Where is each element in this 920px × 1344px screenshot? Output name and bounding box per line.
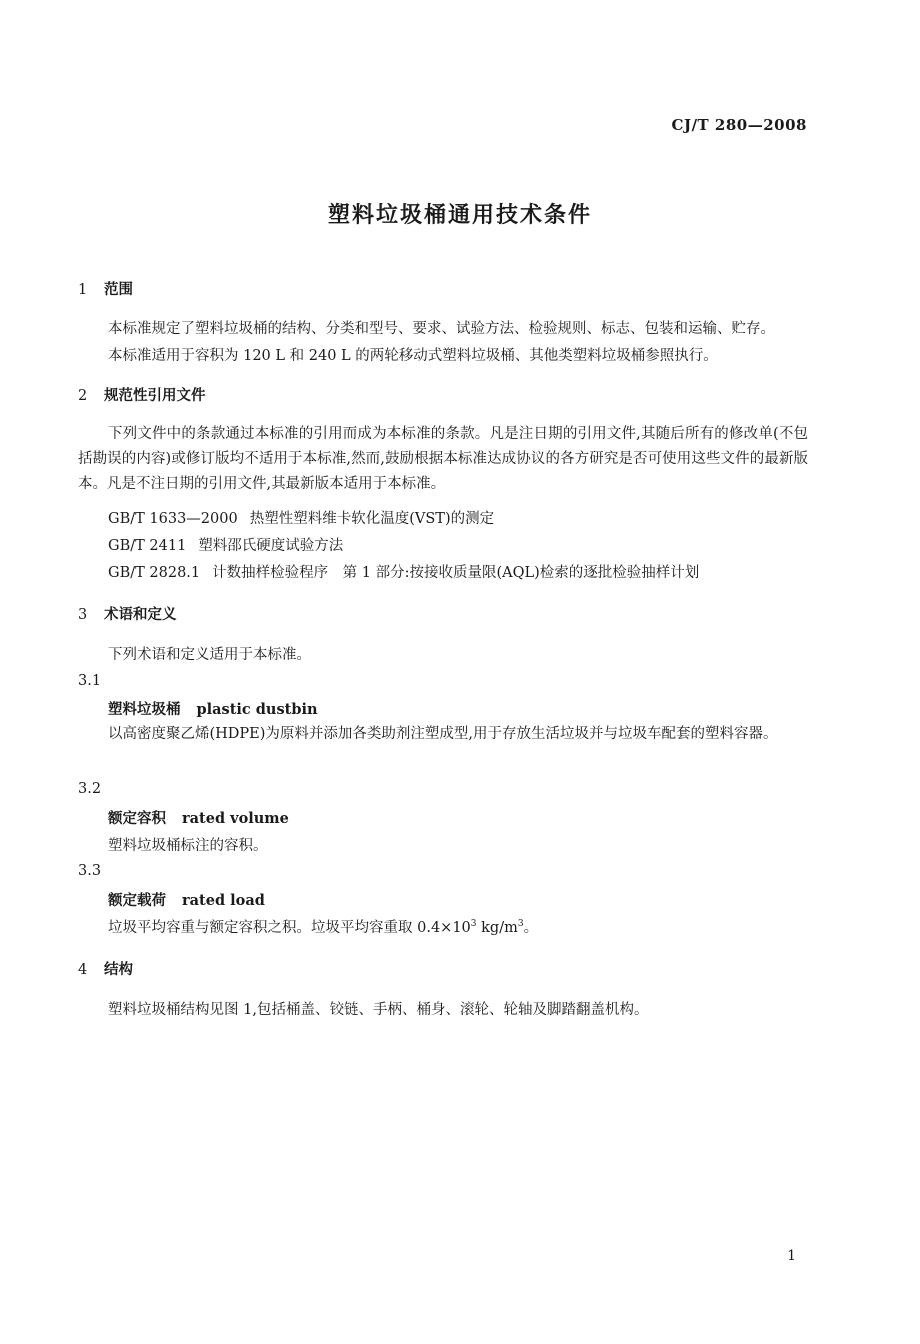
term-definition: 塑料垃圾桶标注的容积。 — [108, 838, 268, 854]
reference-title: 计数抽样检验程序 第 1 部分:按接收质量限(AQL)检索的逐批检验抽样计划 — [212, 565, 700, 581]
document-title: 塑料垃圾桶通用技术条件 — [327, 202, 592, 228]
paragraph: 本标准适用于容积为 120 L 和 240 L 的两轮移动式塑料垃圾桶、其他类塑料垃圾桶参照执行。 — [108, 348, 718, 364]
reference-title: 热塑性塑料维卡软化温度(VST)的测定 — [249, 511, 495, 527]
section-number: 1 — [78, 282, 88, 298]
section-title: 规范性引用文件 — [104, 387, 206, 404]
paragraph: 下列术语和定义适用于本标准。 — [108, 647, 311, 663]
standard-number: CJ/T 280—2008 — [671, 116, 807, 134]
subsection-number: 3.1 — [78, 673, 102, 689]
section-title: 结构 — [104, 961, 133, 978]
term-definition: 以高密度聚乙烯(HDPE)为原料并添加各类助剂注塑成型,用于存放生活垃圾并与垃圾车配套的塑料容器。 — [108, 726, 778, 742]
definition-text: kg/m — [476, 920, 518, 936]
term-zh: 额定容积 — [108, 810, 166, 827]
term-entry — [108, 698, 318, 719]
term-zh: 额定载荷 — [108, 892, 166, 909]
term-en: rated load — [182, 892, 265, 909]
reference-item — [108, 561, 699, 582]
paragraph: 本标准规定了塑料垃圾桶的结构、分类和型号、要求、试验方法、检验规则、标志、包装和运输、贮存。 — [108, 321, 775, 337]
section-2-heading — [78, 384, 206, 405]
subsection-number: 3.2 — [78, 781, 102, 797]
section-4-heading — [78, 958, 133, 979]
section-3-heading — [78, 603, 177, 624]
term-entry — [108, 807, 289, 828]
section-number: 3 — [78, 607, 88, 623]
term-en: rated volume — [182, 810, 289, 827]
subsection-number: 3.3 — [78, 863, 102, 879]
reference-item — [108, 507, 494, 528]
section-title: 术语和定义 — [104, 606, 177, 623]
section-title: 范围 — [104, 281, 133, 298]
reference-title: 塑料邵氏硬度试验方法 — [198, 538, 344, 554]
definition-text: 。 — [523, 920, 539, 936]
term-entry — [108, 889, 265, 910]
superscript: 3 — [470, 919, 477, 930]
reference-code: GB/T 2828.1 — [108, 565, 201, 581]
section-number: 4 — [78, 962, 88, 978]
term-zh: 塑料垃圾桶 — [108, 701, 181, 718]
term-definition — [108, 916, 538, 937]
paragraph: 塑料垃圾桶结构见图 1,包括桶盖、铰链、手柄、桶身、滚轮、轮轴及脚踏翻盖机构。 — [108, 1002, 649, 1018]
paragraph: 下列文件中的条款通过本标准的引用而成为本标准的条款。凡是注日期的引用文件,其随后所有的修改单(不包括勘误的内容)或修订版均不适用于本标准,然而,鼓励根据本标准达成协议的各方研究是否可使用这些文件的最新版本。凡是不注日期的引用文件,其最新版本适用于本标准。 — [78, 426, 808, 492]
term-en: plastic dustbin — [196, 701, 318, 718]
reference-code: GB/T 1633—2000 — [108, 511, 238, 527]
reference-code: GB/T 2411 — [108, 538, 187, 554]
section-1-heading — [78, 278, 133, 299]
page-number: 1 — [787, 1248, 796, 1264]
definition-text: 垃圾平均容重与额定容积之积。垃圾平均容重取 0.4×10 — [108, 920, 471, 936]
section-number: 2 — [78, 388, 88, 404]
reference-item — [108, 534, 343, 555]
superscript: 3 — [517, 919, 524, 930]
